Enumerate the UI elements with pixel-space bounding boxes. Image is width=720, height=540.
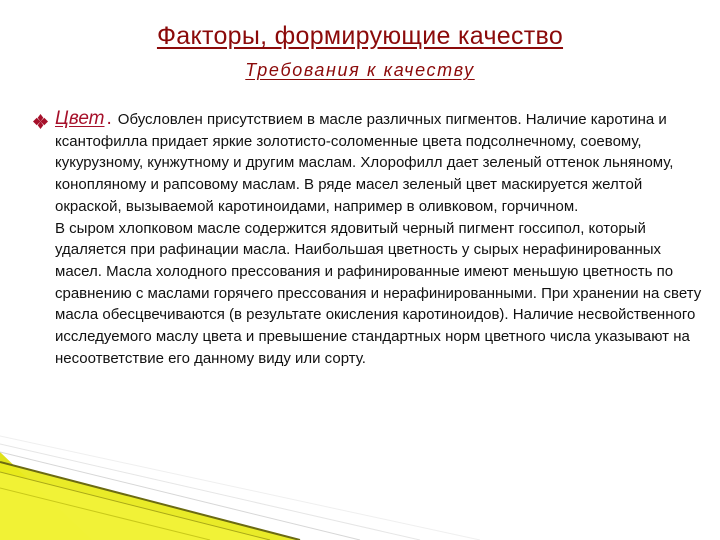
slide-subtitle: Требования к качеству <box>245 60 475 80</box>
paragraph-2: В сыром хлопковом масле содержится ядовитый черный пигмент госсипол, который удаляется при рафинации масла. Наибольшая цветность у сырых нерафинированных масел. Масла холодного прессования и рафинированные имеют меньшую цветность по сравнению с маслами горячего прессования и нерафинированными. При хранении на свету масла обесцвечиваются (в результате окисления каротиноидов). Наличие несвойственного исследуемого маслу цвета и превышение стандартных норм цветного числа указывают на несоответствие его данному виду или сорту. <box>55 219 702 367</box>
lead-punct: . <box>106 108 112 129</box>
diamond-bullet-icon <box>33 114 48 129</box>
paragraph-1-text: Обусловлен присутствием в масле различных пигментов. Наличие каротина и ксантофилла придает яркие золотисто-соломенные цвета подсолнечному, соевому, кукурузному, кунжутному и другим маслам. Хлорофилл дает зеленый оттенок льняному, конопляному и рапсовому маслам. В ряде масел зеленый цвет маскируется желтой окраской, вызываемой каротиноидами, например в оливковом, горчичном. <box>55 111 674 215</box>
content-body <box>55 108 705 369</box>
lead-term: Цвет <box>55 108 105 129</box>
slide-title: Факторы, формирующие качество <box>156 22 564 50</box>
paragraph-1 <box>55 108 705 218</box>
